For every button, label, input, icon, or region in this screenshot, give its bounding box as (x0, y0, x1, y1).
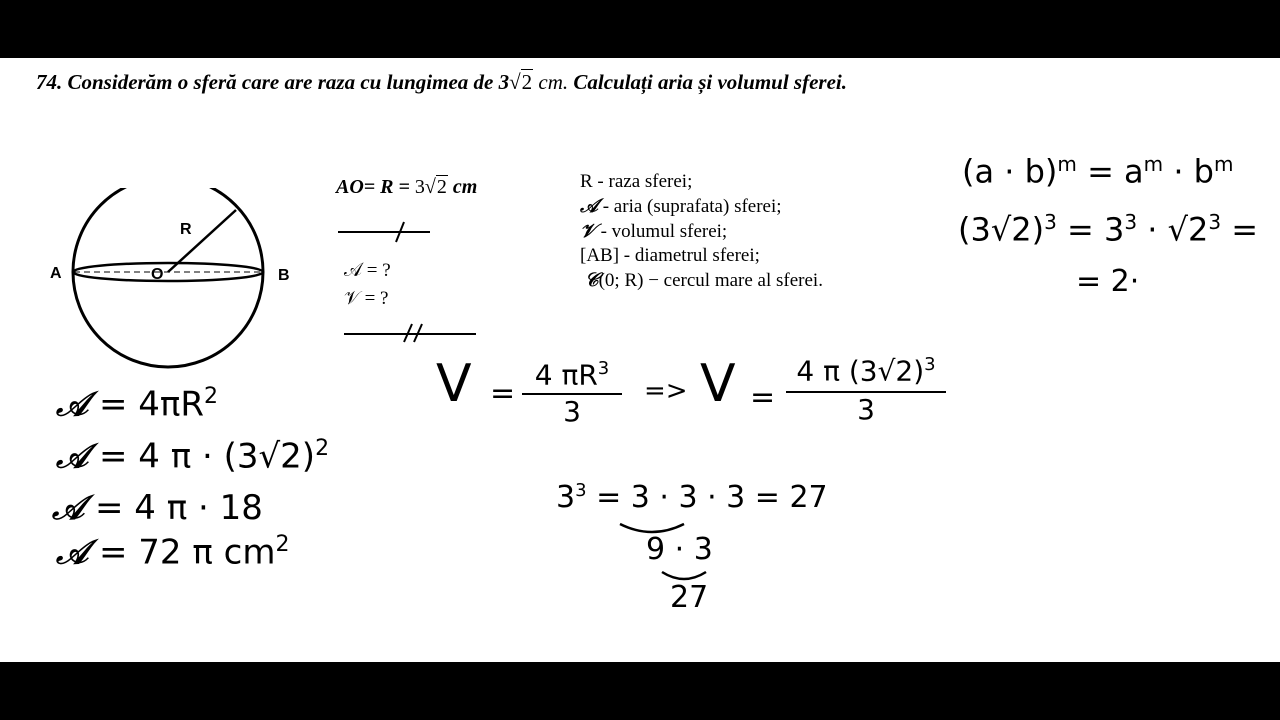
volume-eq-2: = (750, 380, 776, 415)
cube-step: 9 · 3 (646, 532, 713, 567)
worksheet-page (0, 58, 1280, 662)
cube-expansion: $3^3 = 3 \cdot 3 \cdot 3 = 27$ (556, 480, 828, 515)
unknowns-separator (344, 320, 484, 344)
legend-area: 𝒜 - aria (suprafata) sferei; (580, 195, 782, 217)
volume-fraction-1: 4 $\pi R^3$ 3 (522, 358, 622, 428)
cube-result: 27 (670, 580, 709, 615)
implies-arrow: => (644, 376, 688, 406)
power-rule-note: $(a \cdot b)^m = a^m \cdot b^m$ (962, 152, 1234, 191)
legend-great-circle: 𝒞(0; R) − cercul mare al sferei. (584, 269, 823, 291)
area-line-4: 𝒜 = 72 π $cm^2$ (56, 532, 290, 573)
volume-symbol-2: V (700, 354, 736, 414)
label-o: O (151, 266, 164, 283)
legend-radius: R - raza sferei; (580, 171, 693, 192)
title-radical: √2 (509, 70, 533, 94)
problem-title: 74. Considerăm o sferă care are raza cu lungimea de 3√2 cm. Calculați aria și volumul sferei. (36, 70, 847, 94)
sphere-diagram (40, 188, 320, 388)
legend-diameter: [AB] - diametrul sferei; (580, 245, 760, 266)
unknown-area: 𝒜 = ? (344, 260, 391, 281)
legend-volume: 𝒱 - volumul sferei; (580, 220, 728, 242)
volume-eq: = (490, 376, 516, 411)
area-line-2: 𝒜 = 4 $\pi \cdot (3√2)^2$ (56, 436, 330, 477)
unknown-volume: 𝒱 = ? (344, 288, 389, 309)
area-line-3: 𝒜 = 4 π · 18 (52, 488, 263, 528)
volume-symbol: V (436, 354, 472, 414)
given-separator (338, 218, 438, 248)
label-a: A (50, 265, 62, 282)
label-r: R (180, 221, 192, 238)
given-radius: AO= R = 3√2 cm (336, 176, 478, 198)
cube-result-note: = 2· (1076, 264, 1140, 299)
area-line-1: 𝒜 = $4\pi R^2$ (56, 384, 219, 425)
volume-fraction-2: 4 π $(3√2)^3$ 3 (786, 354, 946, 426)
notation-legend (580, 170, 823, 293)
label-b: B (278, 267, 290, 284)
cube-expansion-note: $(3√2)^3 = 3^3 \cdot √2^3$ = (958, 210, 1259, 249)
